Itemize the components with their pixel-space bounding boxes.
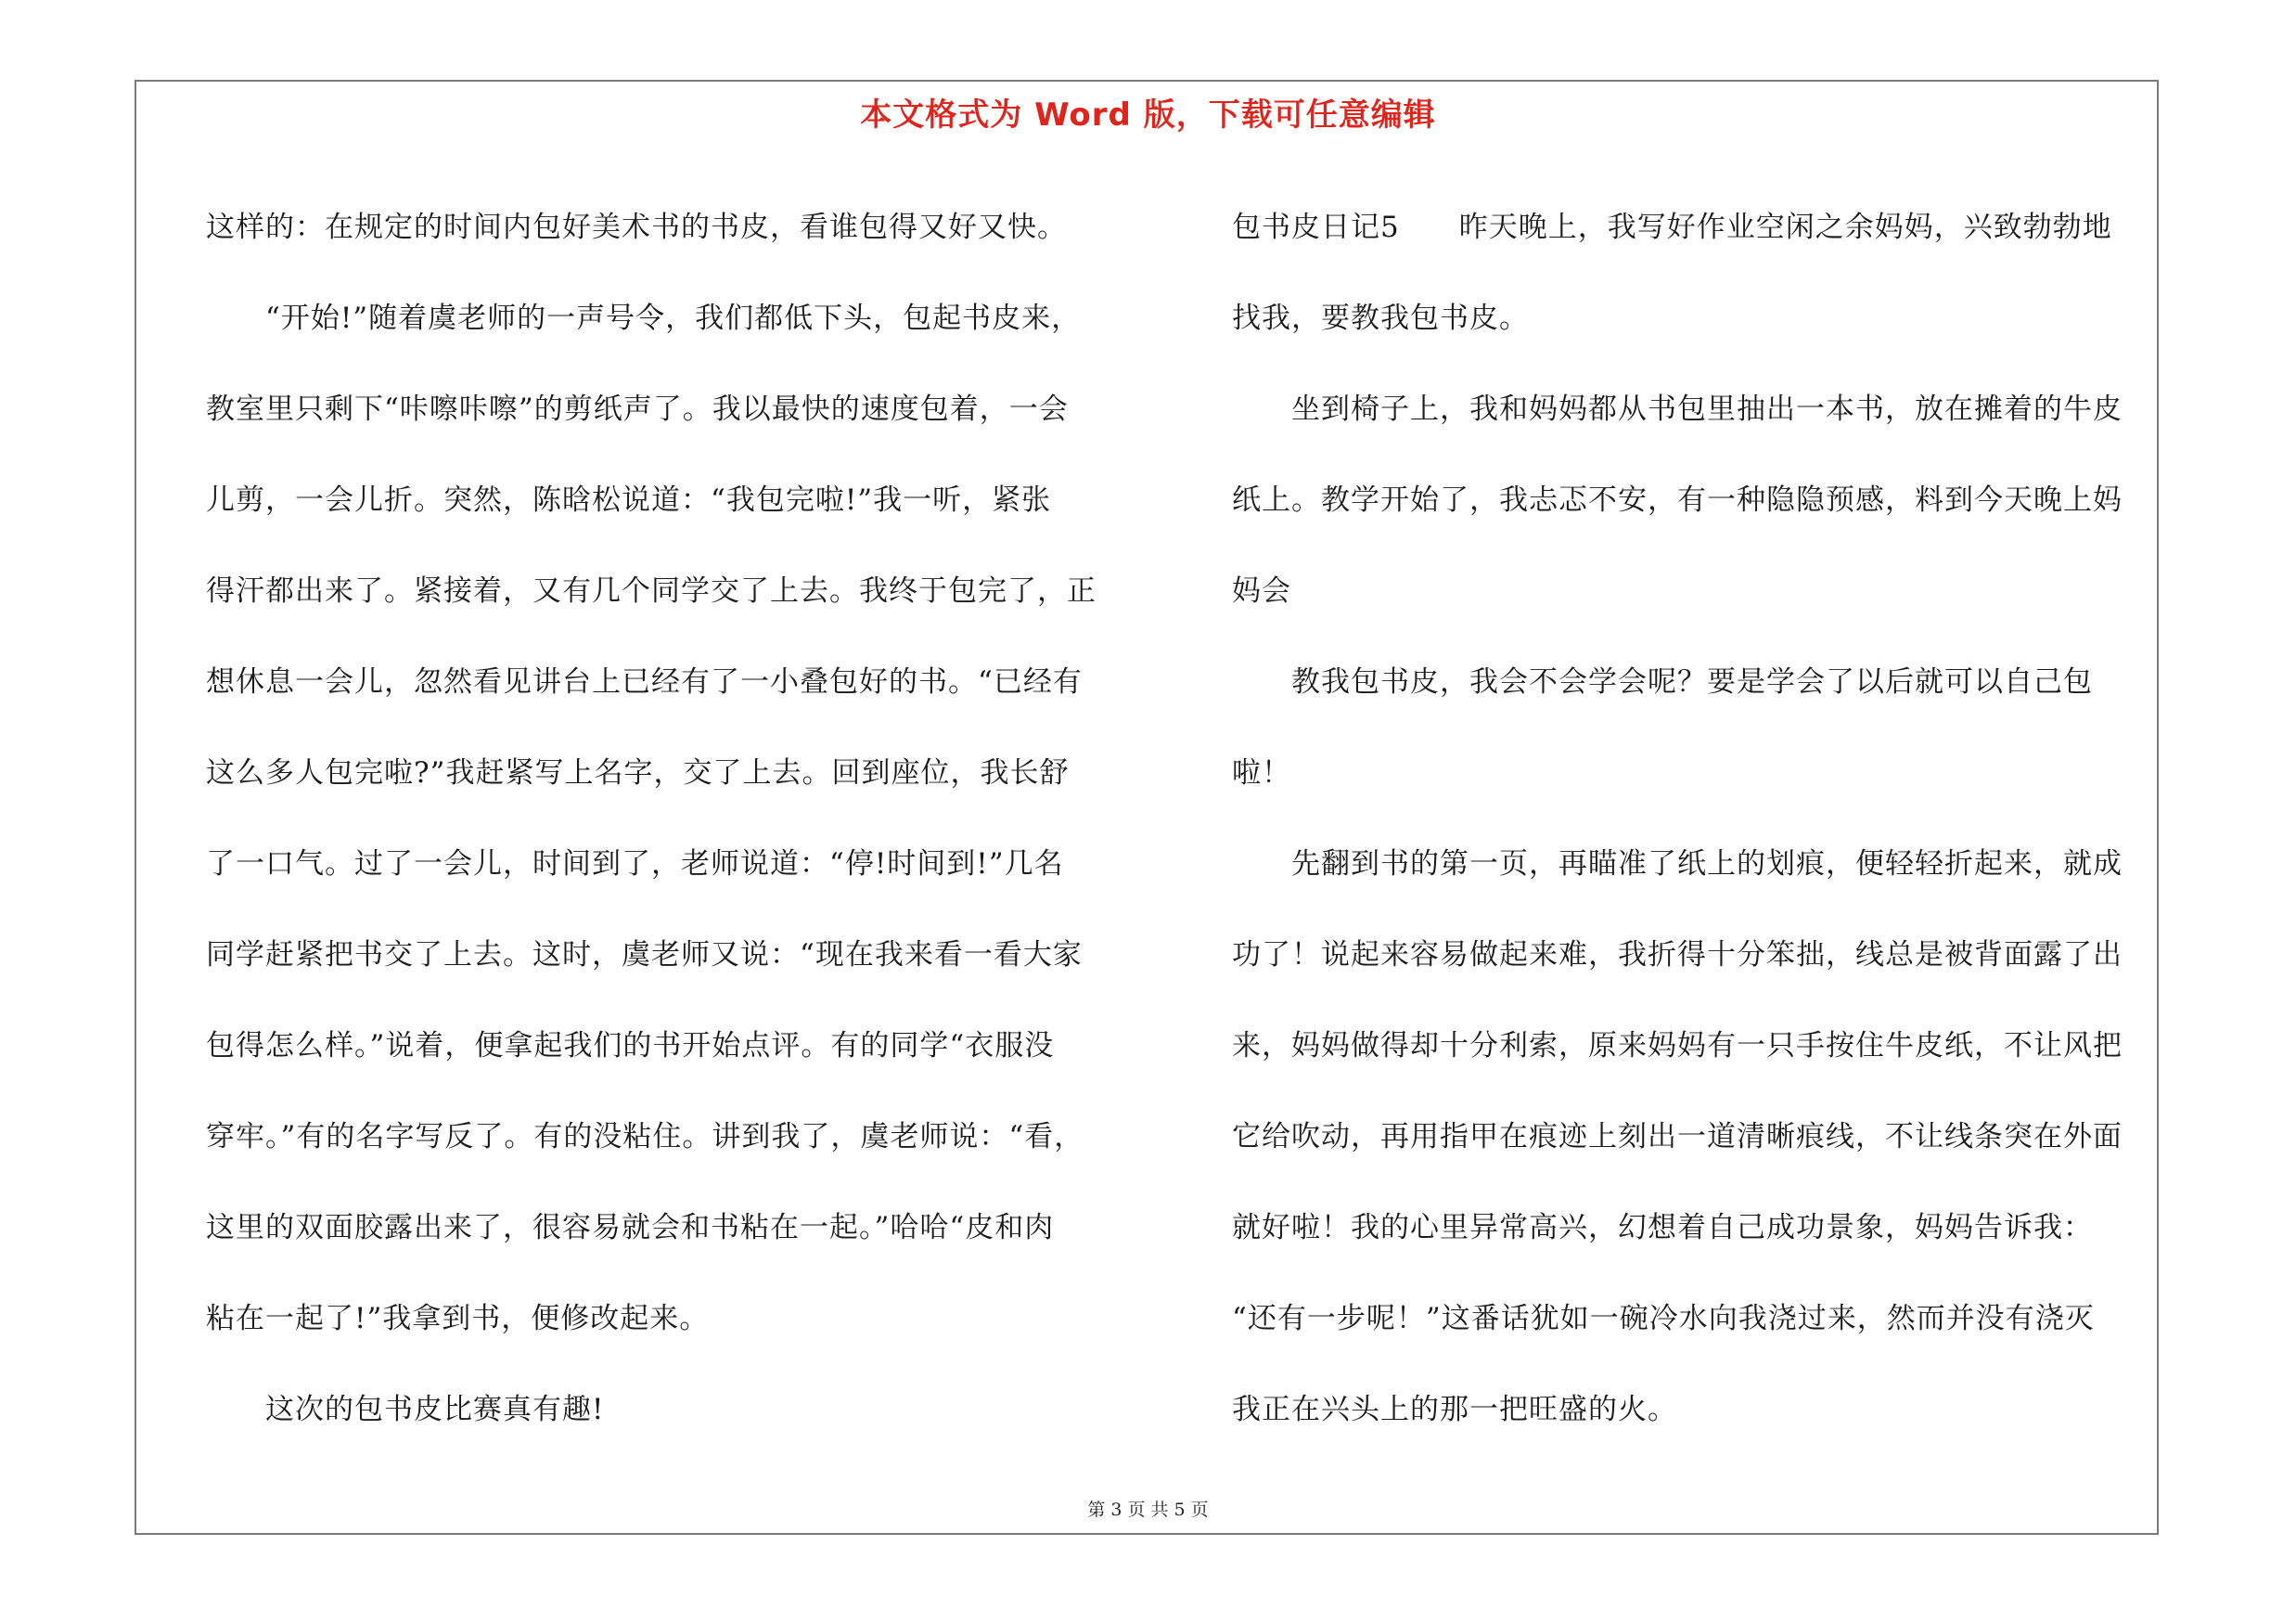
text-line: 它给吹动，再用指甲在痕迹上刻出一道清晰痕线，不让线条突在外面	[1232, 1120, 2123, 1153]
text-line: 我正在兴头上的那一把旺盛的火。	[1232, 1393, 1677, 1426]
text-line: 这样的：在规定的时间内包好美术书的书皮，看谁包得又好又快。	[206, 211, 1067, 244]
text-line: 功了！说起来容易做起来难，我折得十分笨拙，线总是被背面露了出	[1232, 938, 2123, 972]
text-line: 穿牢。”有的名字写反了。有的没粘住。讲到我了，虞老师说：“看，	[206, 1120, 1084, 1153]
page-number-footer: 第 3 页 共 5 页	[1087, 1500, 1209, 1520]
text-line: 纸上。教学开始了，我忐忑不安，有一种隐隐预感，料到今天晚上妈	[1232, 483, 2123, 517]
text-line: 粘在一起了!”我拿到书，便修改起来。	[206, 1302, 710, 1335]
text-line: 妈会	[1232, 574, 1291, 608]
text-line: 教我包书皮，我会不会学会呢？要是学会了以后就可以自己包	[1232, 665, 2093, 699]
text-line: 包书皮日记5 昨天晚上，我写好作业空闲之余妈妈，兴致勃勃地	[1232, 211, 2112, 244]
right-text-column	[1232, 182, 2160, 1455]
left-text-column	[206, 182, 1134, 1455]
text-line: 这次的包书皮比赛真有趣!	[206, 1393, 605, 1426]
text-line: “开始!”随着虞老师的一声号令，我们都低下头，包起书皮来，	[206, 302, 1082, 335]
text-line: 先翻到书的第一页，再瞄准了纸上的划痕，便轻轻折起来，就成	[1232, 847, 2123, 881]
text-line: 这么多人包完啦?”我赶紧写上名字，交了上去。回到座位，我长舒	[206, 756, 1070, 790]
text-line: “还有一步呢！”这番话犹如一碗冷水向我浇过来，然而并没有浇灭	[1232, 1302, 2095, 1335]
text-line: 找我，要教我包书皮。	[1232, 302, 1529, 335]
text-line: 包得怎么样。”说着，便拿起我们的书开始点评。有的同学“衣服没	[206, 1029, 1055, 1063]
text-line: 教室里只剩下“咔嚓咔嚓”的剪纸声了。我以最快的速度包着，一会	[206, 393, 1069, 426]
text-line: 得汗都出来了。紧接着，又有几个同学交了上去。我终于包完了，正	[206, 574, 1097, 608]
word-format-banner: 本文格式为 Word 版，下载可任意编辑	[860, 97, 1436, 134]
text-line: 同学赶紧把书交了上去。这时，虞老师又说：“现在我来看一看大家	[206, 938, 1083, 972]
text-line: 就好啦！我的心里异常高兴，幻想着自己成功景象，妈妈告诉我：	[1232, 1211, 2093, 1244]
text-line: 来，妈妈做得却十分利索，原来妈妈有一只手按住牛皮纸，不让风把	[1232, 1029, 2123, 1063]
text-line: 了一口气。过了一会儿，时间到了，老师说道：“停!时间到!”几名	[206, 847, 1064, 881]
text-line: 这里的双面胶露出来了，很容易就会和书粘在一起。”哈哈“皮和肉	[206, 1211, 1055, 1244]
text-line: 坐到椅子上，我和妈妈都从书包里抽出一本书，放在摊着的牛皮	[1232, 393, 2123, 426]
text-line: 想休息一会儿，忽然看见讲台上已经有了一小叠包好的书。“已经有	[206, 665, 1083, 699]
text-line: 儿剪，一会儿折。突然，陈晗松说道：“我包完啦!”我一听，紧张	[206, 483, 1052, 517]
text-line: 啦！	[1232, 756, 1291, 790]
